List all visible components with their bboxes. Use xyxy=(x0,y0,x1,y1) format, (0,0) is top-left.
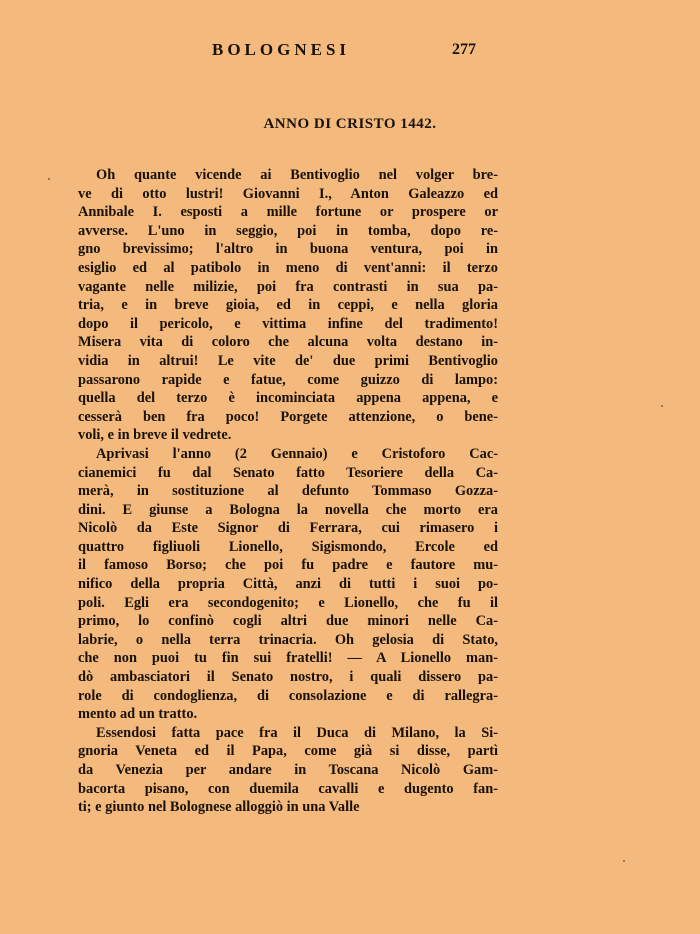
running-head-title: BOLOGNESI xyxy=(212,40,351,59)
text-line: Nicolò da Este Signor di Ferrara, cui rimasero i xyxy=(78,520,498,537)
page-number: 277 xyxy=(452,41,476,58)
text-line: Misera vita di coloro che alcuna volta destano in- xyxy=(78,334,498,351)
text-line: vidia in altrui! Le vite de' due primi Bentivoglio xyxy=(78,352,498,369)
text-line: dopo il pericolo, e vittima infine del tradimento! xyxy=(78,315,498,332)
paragraph xyxy=(78,724,498,817)
paragraph xyxy=(78,445,498,724)
text-line: avverse. L'uno in seggio, poi in tomba, dopo re- xyxy=(78,222,498,239)
text-line: tria, e in breve gioia, ed in ceppi, e nella gloria xyxy=(78,297,498,314)
text-line: voli, e in breve il vedrete. xyxy=(78,427,232,444)
text-line: primo, lo confinò cogli altri due minori nelle Ca- xyxy=(78,613,498,630)
text-line: quattro figliuoli Lionello, Sigismondo, Ercole ed xyxy=(78,538,498,555)
text-line: dini. E giunse a Bologna la novella che morto era xyxy=(78,501,498,518)
text-line: dò ambasciatori il Senato nostro, i quali dissero pa- xyxy=(78,669,498,686)
text-line: labrie, o nella terra trinacria. Oh gelosia di Stato, xyxy=(78,631,498,648)
paragraph xyxy=(78,166,498,445)
text-line: esiglio ed al patibolo in meno di vent'anni: il terzo xyxy=(78,259,498,276)
text-line: Annibale I. esposti a mille fortune or prospere or xyxy=(78,204,498,221)
section-heading: ANNO DI CRISTO 1442. xyxy=(263,116,437,132)
text-line: cianemici fu dal Senato fatto Tesoriere della Ca- xyxy=(78,464,498,481)
text-line: ti; e giunto nel Bolognese alloggiò in una Valle xyxy=(78,799,360,816)
text-line: passarono rapide e fatue, come guizzo di lampo: xyxy=(78,371,498,388)
body-text xyxy=(78,166,498,817)
text-line: gno brevissimo; l'altro in buona ventura, poi in xyxy=(78,241,498,258)
scan-speck xyxy=(48,178,50,180)
text-line: cesserà ben fra poco! Porgete attenzione, o bene- xyxy=(78,408,498,425)
text-line: ve di otto lustri! Giovanni I., Anton Galeazzo ed xyxy=(78,185,498,202)
text-line: Aprivasi l'anno (2 Gennaio) e Cristoforo Cac- xyxy=(96,445,498,462)
text-line: gnoria Veneta ed il Papa, come già si disse, partì xyxy=(78,743,498,760)
text-line: quella del terzo è incominciata appena appena, e xyxy=(78,390,498,407)
text-line: poli. Egli era secondogenito; e Lionello, che fu il xyxy=(78,594,498,611)
running-head xyxy=(0,40,700,64)
text-line: vagante nelle milizie, poi fra contrasti in sua pa- xyxy=(78,278,498,295)
text-line: nifico della propria Città, anzi di tutti i suoi po- xyxy=(78,576,498,593)
text-line: merà, in sostituzione al defunto Tommaso Gozza- xyxy=(78,483,498,500)
text-line: il famoso Borso; che poi fu padre e fautore mu- xyxy=(78,557,498,574)
text-line: bacorta pisano, con duemila cavalli e dugento fan- xyxy=(78,780,498,797)
scan-speck xyxy=(623,860,625,862)
text-line: da Venezia per andare in Toscana Nicolò Gam- xyxy=(78,762,498,778)
scan-speck xyxy=(661,405,663,407)
text-line: che non puoi tu fin sui fratelli! — A Lionello man- xyxy=(78,650,498,667)
text-line: mento ad un tratto. xyxy=(78,706,198,723)
text-line: Oh quante vicende ai Bentivoglio nel volger bre- xyxy=(96,167,498,183)
text-line: Essendosi fatta pace fra il Duca di Milano, la Si- xyxy=(96,724,498,741)
text-line: role di condoglienza, di consolazione e di rallegra- xyxy=(78,687,498,704)
